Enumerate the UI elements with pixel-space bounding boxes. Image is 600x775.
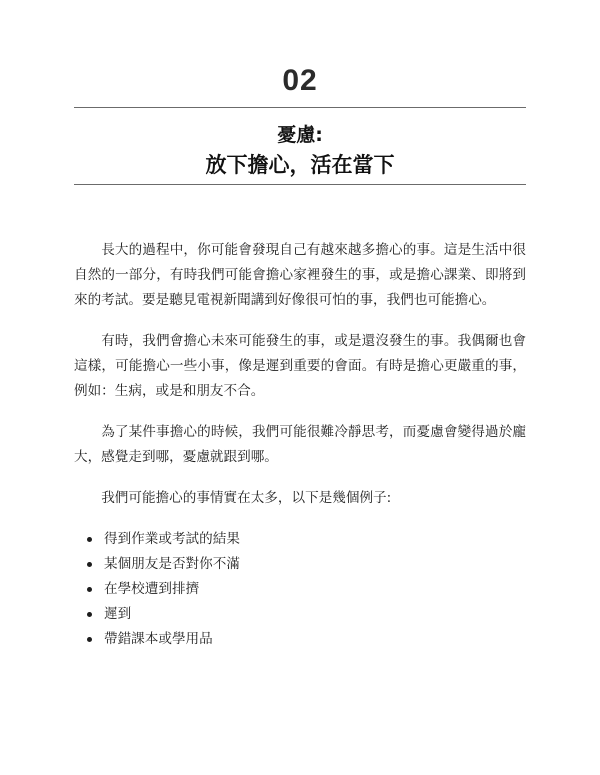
paragraph: 為了某件事擔心的時候，我們可能很難冷靜思考，而憂慮會變得過於龐大，感覺走到哪，憂慮就跟到哪。 xyxy=(74,424,526,465)
list-item-text: 某個朋友是否對你不滿 xyxy=(104,556,240,572)
list-item xyxy=(74,602,526,627)
bullet-icon xyxy=(87,562,92,567)
list-item-text: 遲到 xyxy=(104,606,132,622)
header-divider-bottom xyxy=(74,184,526,185)
chapter-title-line-2: 放下擔心，活在當下 xyxy=(205,153,395,177)
paragraph: 有時，我們會擔心未來可能發生的事，或是還沒發生的事。我偶爾也會這樣，可能擔心一些小事，像是遲到重要的會面。有時是擔心更嚴重的事，例如：生病，或是和朋友不合。 xyxy=(74,333,526,399)
bullet-icon xyxy=(87,537,92,542)
bullet-icon xyxy=(87,587,92,592)
list-item xyxy=(74,577,526,602)
list-item-text: 在學校遭到排擠 xyxy=(104,581,200,597)
bullet-icon xyxy=(87,637,92,642)
chapter-body xyxy=(74,238,526,652)
list-item-text: 得到作業或考試的結果 xyxy=(104,531,240,547)
bullet-icon xyxy=(87,612,92,617)
worry-examples-list xyxy=(74,527,526,652)
list-item xyxy=(74,552,526,577)
header-divider-top xyxy=(74,107,526,108)
paragraph: 長大的過程中，你可能會發現自己有越來越多擔心的事。這是生活中很自然的一部分，有時我們可能會擔心家裡發生的事，或是擔心課業、即將到來的考試。要是聽見電視新聞講到好像很可怕的事，我們也可能擔心。 xyxy=(74,242,526,308)
list-item xyxy=(74,627,526,652)
list-item xyxy=(74,527,526,552)
chapter-title-line-1: 憂慮: xyxy=(277,124,323,146)
chapter-number: 02 xyxy=(282,64,318,97)
list-item-text: 帶錯課本或學用品 xyxy=(104,631,213,647)
paragraph: 我們可能擔心的事情實在太多，以下是幾個例子: xyxy=(101,490,392,506)
